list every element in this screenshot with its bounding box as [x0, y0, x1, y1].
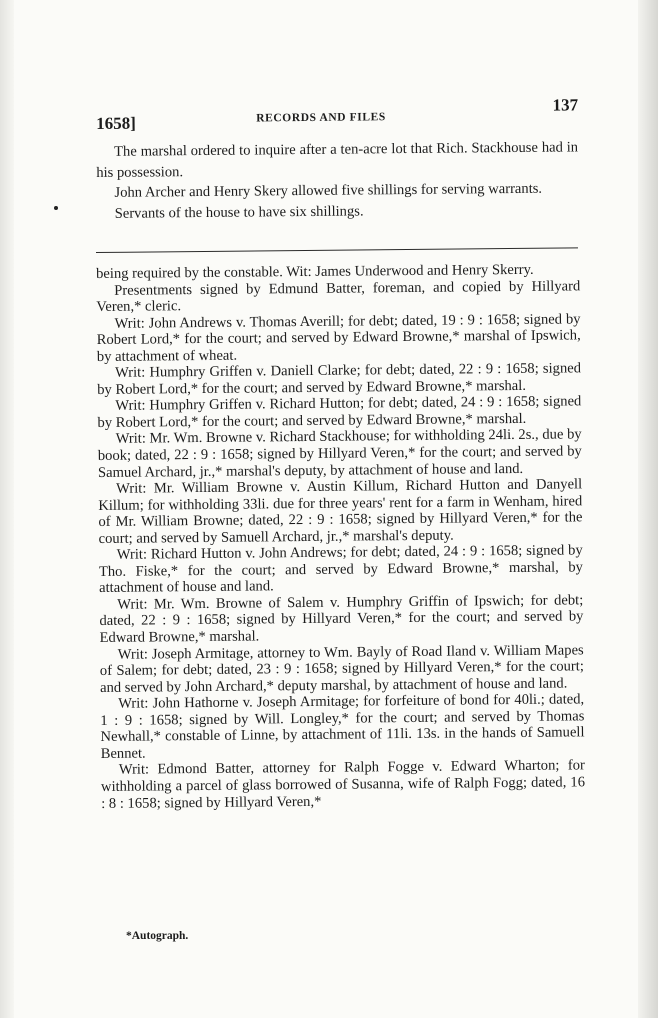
writ-entry: Writ: Mr. William Browne v. Austin Killum, Richard Hutton and Danyell Killum; for withholding 33li. due for three years' rent for a farm in Wenham, hired of Mr. William Browne; dated, 22 : 9 : 1658; signed by Hillyard Veren,* for the court; and served by Samuell Archard, jr.,* marshal's deputy.: [98, 476, 583, 547]
writ-entry: Writ: Richard Hutton v. John Andrews; for debt; dated, 24 : 9 : 1658; signed by Tho. Fiske,* for the court; and served by Edward Browne,* marshal, by attachment of house and land.: [98, 542, 583, 597]
writ-entry: Writ: John Hathorne v. Joseph Armitage; for forfeiture of bond for 40li.; dated, 1 : 9 : 1658; signed by Will. Longley,* for the court; and served by Thomas Newhall,* constable of Linne, by attachment of 11li. 13s. in the hands of Samuell Bennet.: [100, 691, 585, 762]
writ-entry: Writ: Mr. Wm. Browne of Salem v. Humphry Griffin of Ipswich; for debt; dated, 22 : 9 : 1658; signed by Hillyard Veren,* for the court; and served by Edward Browne,* marshal.: [99, 592, 584, 647]
ink-speck: [54, 206, 58, 210]
court-orders-section: [96, 137, 579, 224]
paragraph-servants: Servants of the house to have six shillings.: [114, 202, 364, 222]
writ-entry: Writ: Mr. Wm. Browne v. Richard Stackhouse; for withholding 24li. 2s., due by book; dated, 22 : 9 : 1658; signed by Hillyard Veren,* for the court; and served by Samuel Archard, jr.,* marshal's deputy, by attachment of house and land.: [97, 426, 582, 481]
header-title: RECORDS AND FILES: [256, 111, 386, 125]
paragraph-marshal-order: The marshal ordered to inquire after a ten-acre lot that Rich. Stackhouse had in his possession.: [96, 139, 579, 181]
running-header: [96, 95, 578, 132]
section-divider: [96, 247, 578, 253]
paragraph-warrant-allowance: John Archer and Henry Skery allowed five shillings for serving warrants.: [114, 180, 543, 201]
writ-entry: Writ: Edmond Batter, attorney for Ralph Fogge v. Edward Wharton; for withholding a parcel of glass borrowed of Susanna, wife of Ralph Fogg; dated, 16 : 8 : 1658; signed by Hillyard Veren,*: [100, 757, 586, 812]
writ-entry: Writ: Humphry Griffen v. Richard Hutton; for debt; dated, 24 : 9 : 1658; signed by Robert Lord,* for the court; and served by Edward Browne,* marshal.: [97, 393, 582, 431]
paragraph-continuation: being required by the constable. Wit: James Underwood and Henry Skerry.: [96, 261, 534, 282]
page-number: 137: [552, 95, 579, 115]
writ-entry: Writ: Humphry Griffen v. Daniell Clarke; for debt; dated, 22 : 9 : 1658; signed by Robert Lord,* for the court; and served by Edward Browne,* marshal.: [97, 360, 582, 398]
writ-entry: Writ: John Andrews v. Thomas Averill; for debt; dated, 19 : 9 : 1658; signed by Robert Lord,* for the court; and served by Edward Browne,* marshal of Ipswich, by attachment of wheat.: [96, 310, 581, 365]
paragraph-presentments: Presentments signed by Edmund Batter, foreman, and copied by Hillyard Veren,* cleric.: [96, 277, 581, 316]
writ-entry: Writ: Joseph Armitage, attorney to Wm. Bayly of Road Iland v. William Mapes of Salem; for debt; dated, 23 : 9 : 1658; signed by Hillyard Veren,* for the court; and served by John Archard,* deputy marshal, by attachment of house and land.: [99, 641, 584, 696]
header-year: 1658]: [96, 113, 136, 133]
footnote: *Autograph.: [126, 930, 189, 942]
writs-section: [96, 261, 585, 812]
